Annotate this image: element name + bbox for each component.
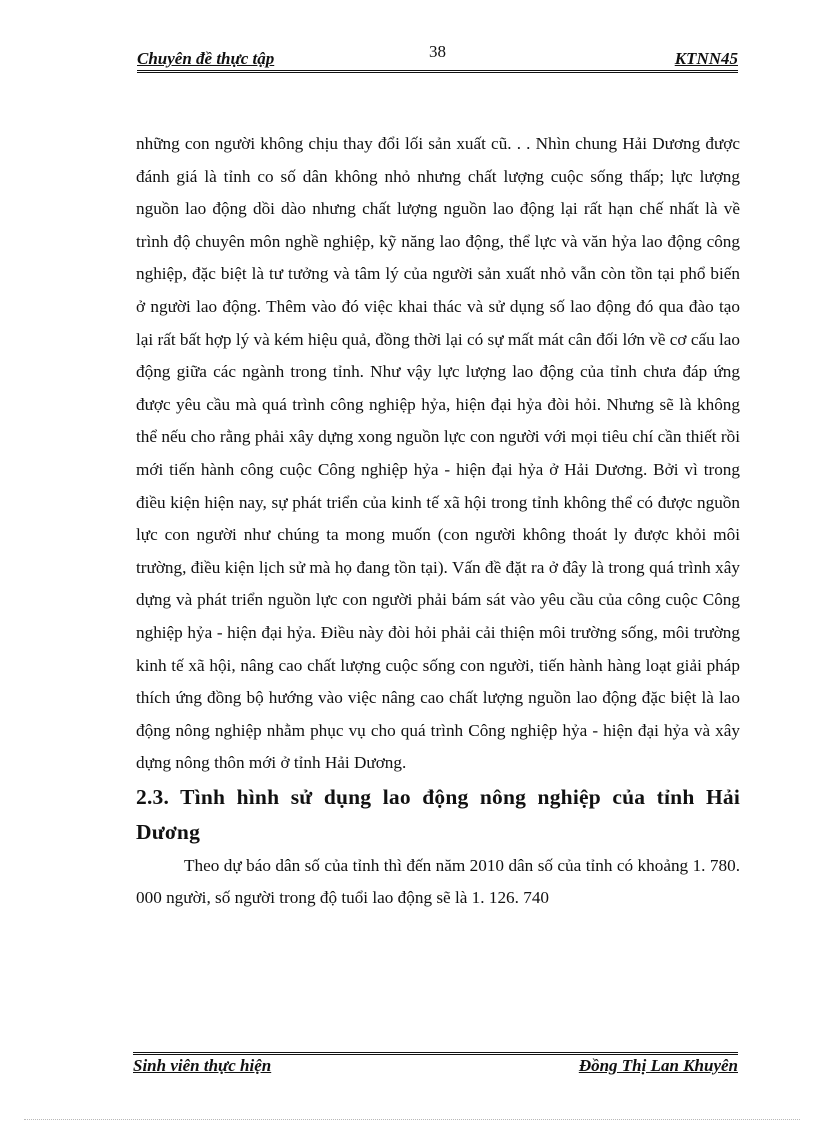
body-paragraph-2: Theo dự báo dân số của tỉnh thì đến năm 2010 dân số của tỉnh có khoảng 1. 780. 000 người, số người trong độ tuổi lao động sẽ là 1. 126. 740: [136, 855, 740, 908]
section-heading: 2.3. Tình hình sử dụng lao động nông nghiệp của tỉnh Hải Dương: [136, 784, 740, 844]
header-class-code: KTNN45: [674, 49, 738, 68]
page-header: [137, 44, 738, 73]
footer-author-name: Đồng Thị Lan Khuyên: [578, 1056, 738, 1075]
footer-author-label: Sinh viên thực hiện: [133, 1056, 272, 1075]
page-number: 38: [429, 42, 446, 61]
body-paragraph-1: những con người không chịu thay đổi lối sản xuất cũ. . . Nhìn chung Hải Dương được đánh giá là tỉnh co số dân không nhỏ nhưng chất lượng cuộc sống thấp; lực lượng nguồn lao động dồi dào nhưng chất lượng nguồn lao động lại rất hạn chế nhất là về trình độ chuyên môn nghề nghiệp, kỹ năng lao động, thể lực và văn hỷa lao động công nghiệp, đặc biệt là tư tưởng và tâm lý của người sản xuất nhỏ vẫn còn tồn tại phổ biến ở người lao động. Thêm vào đó việc khai thác và sử dụng số lao động đó qua đào tạo lại rất bất hợp lý và kém hiệu quả, đồng thời lại có sự mất mát cân đối lớn về cơ cấu lao động giữa các ngành trong tỉnh. Như vậy lực lượng lao động của tỉnh chưa đáp ứng được yêu cầu mà quá trình công nghiệp hỷa, hiện đại hỷa đòi hỏi. Nhưng sẽ là không thể nếu cho rằng phải xây dựng xong nguồn lực con người với mọi tiêu chí cần thiết rồi mới tiến hành công cuộc Công nghiệp hỷa - hiện đại hỷa ở Hải Dương. Bởi vì trong điều kiện hiện nay, sự phát triển của kinh tế xã hội trong tỉnh không thể có được nguồn lực con người như chúng ta mong muốn (con người không thoát ly được khỏi môi trường, điều kiện lịch sử mà họ đang tồn tại). Vấn đề đặt ra ở đây là trong quá trình xây dựng và phát triển nguồn lực con người phải bám sát vào yêu cầu của công cuộc Công nghiệp hỷa - hiện đại hỷa. Điều này đòi hỏi phải cải thiện môi trường sống, môi trường kinh tế xã hội, nâng cao chất lượng cuộc sống con người, tiến hành hàng loạt giải pháp thích ứng đồng bộ hướng vào việc nâng cao chất lượng nguồn lao động đặc biệt là lao động nông nghiệp nhằm phục vụ cho quá trình Công nghiệp hỷa - hiện đại hỷa và xây dựng nông thôn mới ở tỉnh Hải Dương.: [136, 134, 740, 773]
document-body: [136, 128, 740, 915]
page-footer: [133, 1052, 738, 1079]
bottom-dotted-rule: [24, 1119, 800, 1120]
header-document-type: Chuyên đề thực tập: [137, 49, 275, 68]
